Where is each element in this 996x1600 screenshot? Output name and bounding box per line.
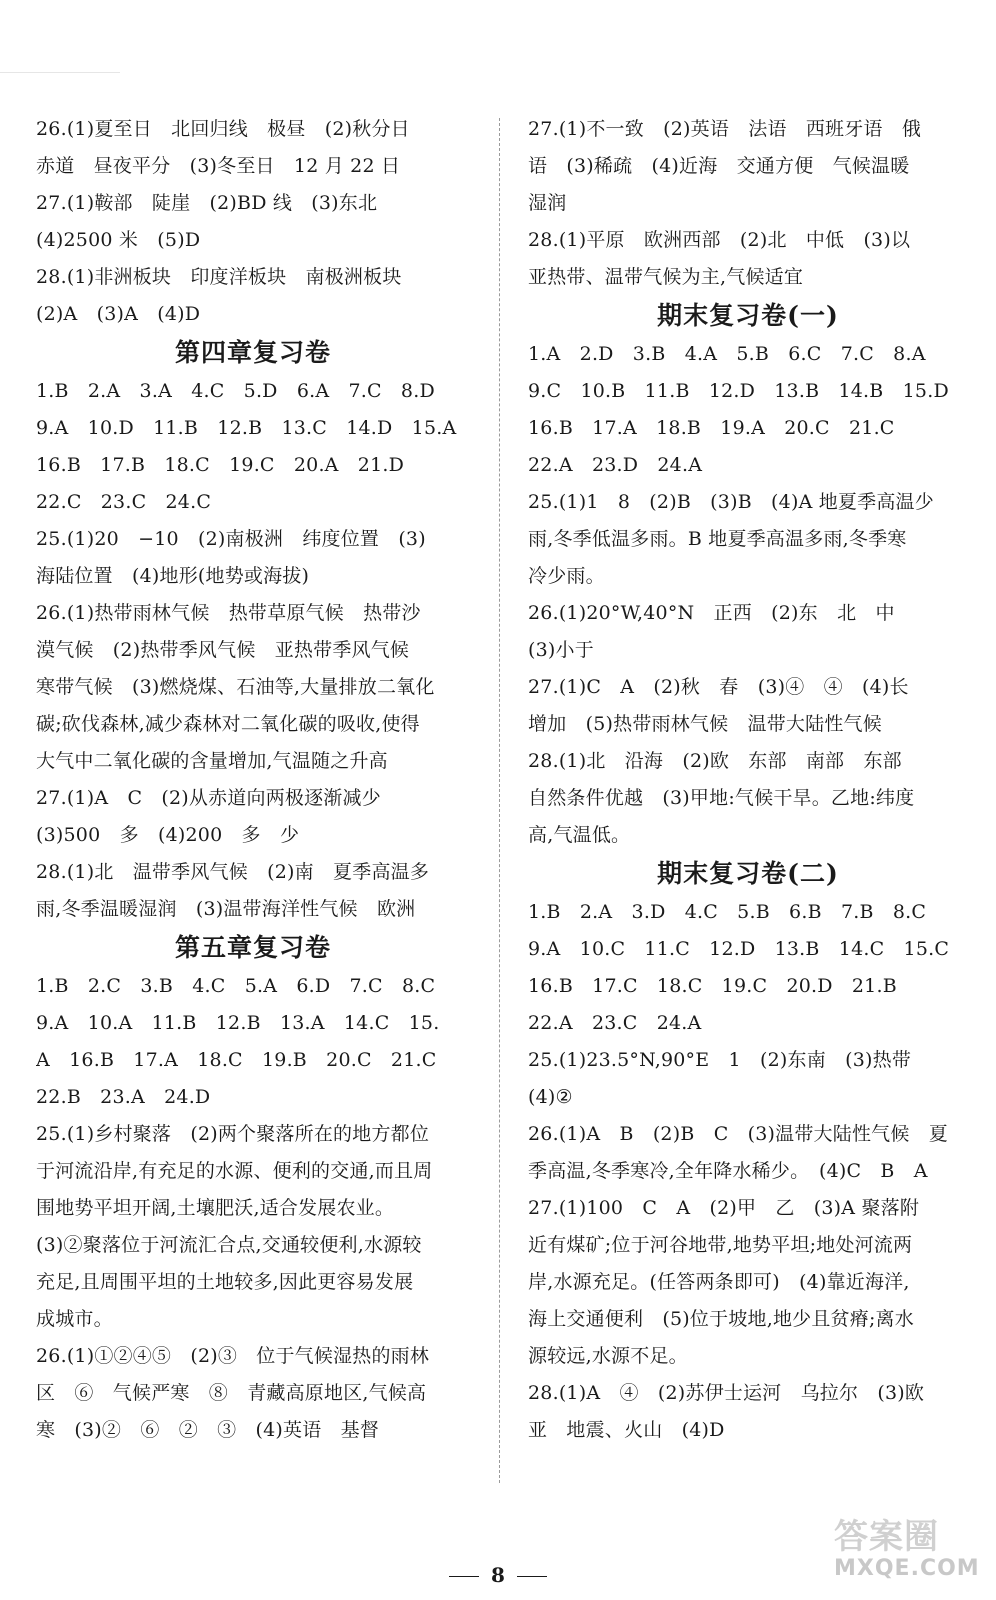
column-divider bbox=[499, 118, 500, 1483]
watermark-logo-text: 答案圈 bbox=[834, 1517, 939, 1557]
answer-line: 28.(1)北 沿海 (2)欧 东部 南部 东部 bbox=[528, 750, 902, 772]
answer-line: 季高温,冬季寒冷,全年降水稀少。 (4)C B A bbox=[528, 1160, 928, 1182]
answer-line: 海陆位置 (4)地形(地势或海拔) bbox=[36, 565, 310, 587]
answer-line: 增加 (5)热带雨林气候 温带大陆性气候 bbox=[528, 713, 882, 735]
footer-dash-right bbox=[517, 1576, 547, 1577]
answer-line: 22.B 23.A 24.D bbox=[36, 1086, 211, 1108]
section-heading: 第五章复习卷 bbox=[174, 933, 331, 962]
answer-line: 亚 地震、火山 (4)D bbox=[528, 1419, 725, 1441]
answer-line: 1.B 2.A 3.D 4.C 5.B 6.B 7.B 8.C bbox=[528, 901, 927, 923]
answer-line: 27.(1)100 C A (2)甲 乙 (3)A 聚落附 bbox=[528, 1197, 920, 1219]
answer-line: 漠气候 (2)热带季风气候 亚热带季风气候 bbox=[36, 639, 410, 661]
answer-line: 25.(1)乡村聚落 (2)两个聚落所在的地方都位 bbox=[36, 1123, 430, 1145]
answer-line: 27.(1)A C (2)从赤道向两极逐渐减少 bbox=[36, 787, 381, 809]
answer-line: 28.(1)平原 欧洲西部 (2)北 中低 (3)以 bbox=[528, 229, 911, 251]
answer-line: 26.(1)20°W,40°N 正西 (2)东 北 中 bbox=[528, 602, 895, 624]
top-edge-rule bbox=[0, 72, 120, 73]
answer-line: 雨,冬季温暖湿润 (3)温带海洋性气候 欧洲 bbox=[36, 898, 416, 920]
answer-line: (3)500 多 (4)200 多 少 bbox=[36, 824, 300, 846]
answer-line: (3)②聚落位于河流汇合点,交通较便利,水源较 bbox=[36, 1234, 422, 1256]
answer-line: 9.A 10.D 11.B 12.B 13.C 14.D 15.A bbox=[36, 417, 457, 439]
footer-dash-left bbox=[449, 1576, 479, 1577]
answer-line: 充足,且周围平坦的土地较多,因此更容易发展 bbox=[36, 1271, 414, 1293]
answer-line: (4)② bbox=[528, 1086, 573, 1108]
answer-line: 9.A 10.C 11.C 12.D 13.B 14.C 15.C bbox=[528, 938, 950, 960]
section-heading: 期末复习卷(二) bbox=[657, 859, 839, 888]
answer-line: 9.A 10.A 11.B 12.B 13.A 14.C 15. bbox=[36, 1012, 440, 1034]
answer-line: 9.C 10.B 11.B 12.D 13.B 14.B 15.D bbox=[528, 380, 949, 402]
answer-line: 1.B 2.C 3.B 4.C 5.A 6.D 7.C 8.C bbox=[36, 975, 436, 997]
watermark-url: MXQE.COM bbox=[834, 1556, 980, 1581]
answer-line: 寒带气候 (3)燃烧煤、石油等,大量排放二氧化 bbox=[36, 676, 435, 698]
answer-line: 22.C 23.C 24.C bbox=[36, 491, 212, 513]
answer-line: 1.B 2.A 3.A 4.C 5.D 6.A 7.C 8.D bbox=[36, 380, 435, 402]
answer-line: 寒 (3)② ⑥ ② ③ (4)英语 基督 bbox=[36, 1419, 380, 1441]
answer-line: 大气中二氧化碳的含量增加,气温随之升高 bbox=[36, 750, 388, 772]
answer-line: 围地势平坦开阔,土壤肥沃,适合发展农业。 bbox=[36, 1197, 395, 1219]
answer-line: 赤道 昼夜平分 (3)冬至日 12 月 22 日 bbox=[36, 155, 401, 177]
answer-line: 区 ⑥ 气候严寒 ⑧ 青藏高原地区,气候高 bbox=[36, 1382, 427, 1404]
answer-line: 湿润 bbox=[528, 192, 567, 214]
answer-line: 成城市。 bbox=[36, 1308, 113, 1330]
answer-line: 27.(1)C A (2)秋 春 (3)④ ④ (4)长 bbox=[528, 676, 909, 698]
section-heading: 期末复习卷(一) bbox=[657, 301, 839, 330]
answer-line: 源较远,水源不足。 bbox=[528, 1345, 688, 1367]
answer-line: 16.B 17.A 18.B 19.A 20.C 21.C bbox=[528, 417, 895, 439]
answer-line: 岸,水源充足。(任答两条即可) (4)靠近海洋, bbox=[528, 1271, 910, 1293]
answer-line: 28.(1)北 温带季风气候 (2)南 夏季高温多 bbox=[36, 861, 430, 883]
answer-line: 25.(1)20 −10 (2)南极洲 纬度位置 (3) bbox=[36, 528, 426, 550]
answer-line: (3)小于 bbox=[528, 639, 594, 661]
answer-line: 26.(1)热带雨林气候 热带草原气候 热带沙 bbox=[36, 602, 421, 624]
answer-line: 16.B 17.B 18.C 19.C 20.A 21.D bbox=[36, 454, 405, 476]
answer-line: 16.B 17.C 18.C 19.C 20.D 21.B bbox=[528, 975, 897, 997]
answer-line: 28.(1)A ④ (2)苏伊士运河 乌拉尔 (3)欧 bbox=[528, 1382, 925, 1404]
answer-line: (2)A (3)A (4)D bbox=[36, 303, 201, 325]
answer-line: 25.(1)1 8 (2)B (3)B (4)A 地夏季高温少 bbox=[528, 491, 934, 513]
answer-line: 碳;砍伐森林,减少森林对二氧化碳的吸收,使得 bbox=[36, 713, 420, 735]
answer-line: 26.(1)A B (2)B C (3)温带大陆性气候 夏 bbox=[528, 1123, 948, 1145]
answer-line: 近有煤矿;位于河谷地带,地势平坦;地处河流两 bbox=[528, 1234, 913, 1256]
site-watermark bbox=[834, 1517, 980, 1590]
answer-line: 28.(1)非洲板块 印度洋板块 南极洲板块 bbox=[36, 266, 402, 288]
answer-line: 27.(1)鞍部 陡崖 (2)BD 线 (3)东北 bbox=[36, 192, 378, 214]
answer-line: 26.(1)①②④⑤ (2)③ 位于气候湿热的雨林 bbox=[36, 1345, 430, 1367]
answer-line: 高,气温低。 bbox=[528, 824, 631, 846]
answer-line: 22.A 23.D 24.A bbox=[528, 454, 703, 476]
answer-line: 亚热带、温带气候为主,气候适宜 bbox=[528, 266, 804, 288]
answer-line: (4)2500 米 (5)D bbox=[36, 229, 201, 251]
section-heading: 第四章复习卷 bbox=[174, 338, 331, 367]
answer-line: 语 (3)稀疏 (4)近海 交通方便 气候温暖 bbox=[528, 155, 910, 177]
answer-line: 自然条件优越 (3)甲地:气候干旱。乙地:纬度 bbox=[528, 787, 915, 809]
left-answer-column bbox=[36, 111, 470, 1449]
answer-line: 海上交通便利 (5)位于坡地,地少且贫瘠;离水 bbox=[528, 1308, 914, 1330]
answer-line: 于河流沿岸,有充足的水源、便利的交通,而且周 bbox=[36, 1160, 433, 1182]
answer-line: 1.A 2.D 3.B 4.A 5.B 6.C 7.C 8.A bbox=[528, 343, 926, 365]
answer-line: 27.(1)不一致 (2)英语 法语 西班牙语 俄 bbox=[528, 118, 922, 140]
answer-line: 22.A 23.C 24.A bbox=[528, 1012, 702, 1034]
right-answer-column bbox=[528, 111, 968, 1449]
answer-line: 雨,冬季低温多雨。B 地夏季高温多雨,冬季寒 bbox=[528, 528, 907, 550]
answer-line: A 16.B 17.A 18.C 19.B 20.C 21.C bbox=[36, 1049, 437, 1071]
answer-line: 25.(1)23.5°N,90°E 1 (2)东南 (3)热带 bbox=[528, 1049, 912, 1071]
page-number: 8 bbox=[491, 1563, 505, 1587]
answer-line: 冷少雨。 bbox=[528, 565, 605, 587]
answer-line: 26.(1)夏至日 北回归线 极昼 (2)秋分日 bbox=[36, 118, 410, 140]
